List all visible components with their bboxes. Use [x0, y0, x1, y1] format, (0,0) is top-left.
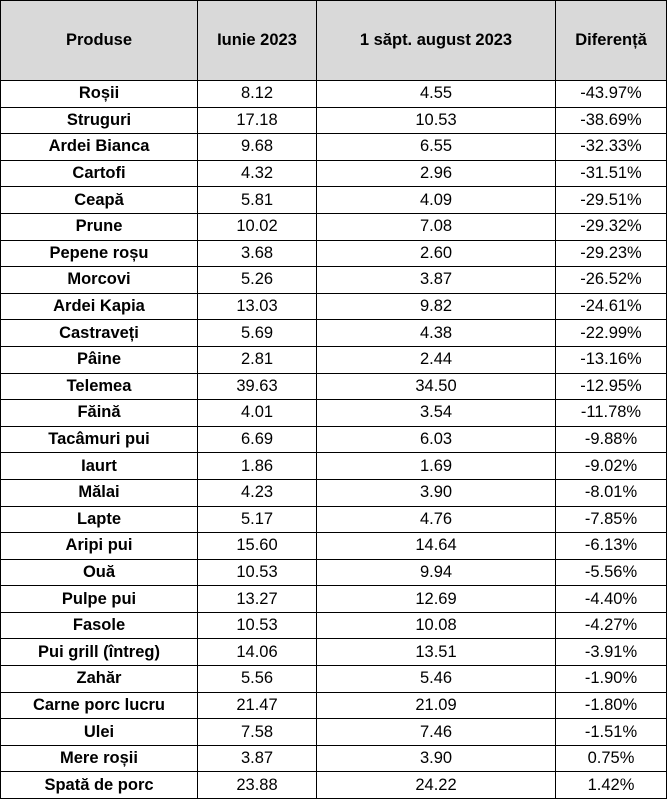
difference-cell: -9.02% — [556, 453, 667, 480]
table-body — [1, 81, 667, 799]
august-price-cell: 5.46 — [317, 666, 556, 693]
difference-cell: -31.51% — [556, 160, 667, 187]
difference-cell: -22.99% — [556, 320, 667, 347]
difference-cell: -29.32% — [556, 213, 667, 240]
august-price-cell: 34.50 — [317, 373, 556, 400]
difference-cell: -29.23% — [556, 240, 667, 267]
table-row — [1, 453, 667, 480]
august-price-cell: 3.90 — [317, 745, 556, 772]
difference-cell: -24.61% — [556, 293, 667, 320]
table-row — [1, 267, 667, 294]
june-price-cell: 5.56 — [198, 666, 317, 693]
june-price-cell: 5.81 — [198, 187, 317, 214]
august-price-cell: 3.54 — [317, 400, 556, 427]
june-price-cell: 4.01 — [198, 400, 317, 427]
table-row — [1, 293, 667, 320]
difference-cell: -26.52% — [556, 267, 667, 294]
product-name-cell: Fasole — [1, 612, 198, 639]
table-row — [1, 81, 667, 108]
product-name-cell: Mălai — [1, 479, 198, 506]
table-row — [1, 107, 667, 134]
product-name-cell: Struguri — [1, 107, 198, 134]
table-row — [1, 506, 667, 533]
august-price-cell: 7.46 — [317, 719, 556, 746]
header-diferenta: Diferență — [556, 1, 667, 81]
product-name-cell: Tacâmuri pui — [1, 426, 198, 453]
august-price-cell: 12.69 — [317, 586, 556, 613]
june-price-cell: 1.86 — [198, 453, 317, 480]
august-price-cell: 24.22 — [317, 772, 556, 799]
table-row — [1, 373, 667, 400]
product-name-cell: Zahăr — [1, 666, 198, 693]
table-row — [1, 692, 667, 719]
june-price-cell: 21.47 — [198, 692, 317, 719]
june-price-cell: 3.87 — [198, 745, 317, 772]
table-row — [1, 187, 667, 214]
august-price-cell: 13.51 — [317, 639, 556, 666]
difference-cell: -5.56% — [556, 559, 667, 586]
august-price-cell: 4.76 — [317, 506, 556, 533]
difference-cell: 0.75% — [556, 745, 667, 772]
table-row — [1, 666, 667, 693]
header-produse: Produse — [1, 1, 198, 81]
product-name-cell: Cartofi — [1, 160, 198, 187]
difference-cell: -29.51% — [556, 187, 667, 214]
product-name-cell: Făină — [1, 400, 198, 427]
product-name-cell: Ardei Kapia — [1, 293, 198, 320]
table-row — [1, 719, 667, 746]
product-name-cell: Prune — [1, 213, 198, 240]
difference-cell: -32.33% — [556, 134, 667, 161]
product-name-cell: Iaurt — [1, 453, 198, 480]
june-price-cell: 10.53 — [198, 559, 317, 586]
table-row — [1, 213, 667, 240]
august-price-cell: 10.53 — [317, 107, 556, 134]
product-name-cell: Aripi pui — [1, 533, 198, 560]
table-row — [1, 559, 667, 586]
august-price-cell: 3.87 — [317, 267, 556, 294]
difference-cell: 1.42% — [556, 772, 667, 799]
august-price-cell: 4.38 — [317, 320, 556, 347]
june-price-cell: 17.18 — [198, 107, 317, 134]
table-row — [1, 240, 667, 267]
june-price-cell: 5.69 — [198, 320, 317, 347]
june-price-cell: 6.69 — [198, 426, 317, 453]
product-name-cell: Castraveți — [1, 320, 198, 347]
difference-cell: -6.13% — [556, 533, 667, 560]
table-row — [1, 639, 667, 666]
table-row — [1, 400, 667, 427]
table-row — [1, 745, 667, 772]
table-row — [1, 612, 667, 639]
difference-cell: -13.16% — [556, 346, 667, 373]
august-price-cell: 4.55 — [317, 81, 556, 108]
table-row — [1, 346, 667, 373]
table-row — [1, 586, 667, 613]
table-row — [1, 772, 667, 799]
august-price-cell: 2.96 — [317, 160, 556, 187]
header-row — [1, 1, 667, 81]
table-row — [1, 134, 667, 161]
difference-cell: -7.85% — [556, 506, 667, 533]
difference-cell: -43.97% — [556, 81, 667, 108]
august-price-cell: 4.09 — [317, 187, 556, 214]
product-name-cell: Ceapă — [1, 187, 198, 214]
difference-cell: -4.40% — [556, 586, 667, 613]
august-price-cell: 14.64 — [317, 533, 556, 560]
june-price-cell: 23.88 — [198, 772, 317, 799]
product-name-cell: Telemea — [1, 373, 198, 400]
june-price-cell: 4.32 — [198, 160, 317, 187]
august-price-cell: 1.69 — [317, 453, 556, 480]
august-price-cell: 6.03 — [317, 426, 556, 453]
difference-cell: -3.91% — [556, 639, 667, 666]
difference-cell: -8.01% — [556, 479, 667, 506]
june-price-cell: 13.03 — [198, 293, 317, 320]
august-price-cell: 9.94 — [317, 559, 556, 586]
product-name-cell: Ulei — [1, 719, 198, 746]
august-price-cell: 2.44 — [317, 346, 556, 373]
product-name-cell: Ouă — [1, 559, 198, 586]
june-price-cell: 9.68 — [198, 134, 317, 161]
august-price-cell: 9.82 — [317, 293, 556, 320]
june-price-cell: 7.58 — [198, 719, 317, 746]
august-price-cell: 2.60 — [317, 240, 556, 267]
table-row — [1, 533, 667, 560]
product-name-cell: Pepene roșu — [1, 240, 198, 267]
difference-cell: -1.90% — [556, 666, 667, 693]
product-name-cell: Carne porc lucru — [1, 692, 198, 719]
header-august-2023: 1 săpt. august 2023 — [317, 1, 556, 81]
product-name-cell: Ardei Bianca — [1, 134, 198, 161]
difference-cell: -4.27% — [556, 612, 667, 639]
difference-cell: -1.80% — [556, 692, 667, 719]
june-price-cell: 10.02 — [198, 213, 317, 240]
product-name-cell: Pulpe pui — [1, 586, 198, 613]
table-header — [1, 1, 667, 81]
header-iunie-2023: Iunie 2023 — [198, 1, 317, 81]
august-price-cell: 6.55 — [317, 134, 556, 161]
product-name-cell: Morcovi — [1, 267, 198, 294]
difference-cell: -12.95% — [556, 373, 667, 400]
august-price-cell: 3.90 — [317, 479, 556, 506]
june-price-cell: 5.17 — [198, 506, 317, 533]
difference-cell: -1.51% — [556, 719, 667, 746]
june-price-cell: 13.27 — [198, 586, 317, 613]
june-price-cell: 14.06 — [198, 639, 317, 666]
june-price-cell: 39.63 — [198, 373, 317, 400]
difference-cell: -38.69% — [556, 107, 667, 134]
june-price-cell: 5.26 — [198, 267, 317, 294]
product-name-cell: Roșii — [1, 81, 198, 108]
august-price-cell: 7.08 — [317, 213, 556, 240]
table-row — [1, 426, 667, 453]
june-price-cell: 4.23 — [198, 479, 317, 506]
june-price-cell: 10.53 — [198, 612, 317, 639]
product-name-cell: Pui grill (întreg) — [1, 639, 198, 666]
june-price-cell: 3.68 — [198, 240, 317, 267]
difference-cell: -11.78% — [556, 400, 667, 427]
june-price-cell: 8.12 — [198, 81, 317, 108]
august-price-cell: 10.08 — [317, 612, 556, 639]
table-row — [1, 479, 667, 506]
difference-cell: -9.88% — [556, 426, 667, 453]
june-price-cell: 2.81 — [198, 346, 317, 373]
june-price-cell: 15.60 — [198, 533, 317, 560]
table-row — [1, 320, 667, 347]
product-name-cell: Pâine — [1, 346, 198, 373]
product-name-cell: Mere roșii — [1, 745, 198, 772]
august-price-cell: 21.09 — [317, 692, 556, 719]
product-name-cell: Lapte — [1, 506, 198, 533]
table-row — [1, 160, 667, 187]
product-name-cell: Spată de porc — [1, 772, 198, 799]
